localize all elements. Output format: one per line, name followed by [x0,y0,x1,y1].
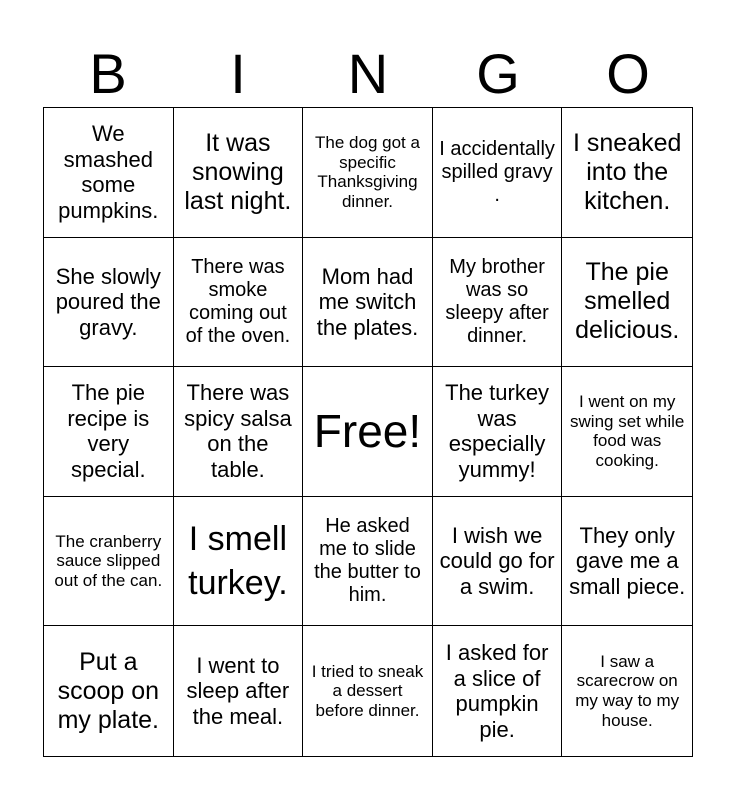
cell-text: Mom had me switch the plates. [316,263,419,340]
bingo-cell[interactable] [303,238,433,368]
cell-text: We smashed some pumpkins. [58,121,159,223]
header-letter-n: N [347,42,389,105]
bingo-cell[interactable] [303,108,433,238]
bingo-header [43,40,693,108]
bingo-cell[interactable] [44,108,174,238]
bingo-cell[interactable] [174,626,304,756]
cell-text: I sneaked into the kitchen. [572,128,682,215]
bingo-cell[interactable] [433,626,563,756]
cell-text: I went to sleep after the meal. [186,652,290,729]
cell-text: The turkey was especially yummy! [445,380,550,482]
cell-text: I saw a scarecrow on my way to my house. [575,651,680,730]
cell-text: There was spicy salsa on the table. [184,380,292,482]
cell-text: My brother was so sleepy after dinner. [445,255,549,348]
cell-text: The pie smelled delicious. [575,258,680,345]
free-space-cell[interactable] [303,367,433,497]
cell-text: She slowly poured the gravy. [55,263,161,340]
bingo-cell[interactable] [44,238,174,368]
cell-text: He asked me to slide the butter to him. [314,514,421,607]
bingo-cell[interactable] [562,497,692,627]
bingo-board [43,107,693,757]
bingo-cell[interactable] [433,367,563,497]
cell-text: There was smoke coming out of the oven. [185,255,291,348]
cell-text: I smell turkey. [188,519,288,603]
bingo-cell[interactable] [433,497,563,627]
bingo-cell[interactable] [174,238,304,368]
cell-text: I went on my swing set while food was cooking. [570,392,685,471]
bingo-cell[interactable] [174,497,304,627]
bingo-cell[interactable] [44,367,174,497]
cell-text: I wish we could go for a swim. [439,522,555,599]
bingo-cell[interactable] [562,238,692,368]
header-letter-g: G [476,42,520,105]
cell-text: The dog got a specific Thanksgiving dinner. [315,132,420,212]
header-letter-o: O [606,42,650,105]
bingo-cell[interactable] [433,238,563,368]
bingo-cell[interactable] [174,367,304,497]
bingo-cell[interactable] [303,626,433,756]
header-letter-i: I [230,42,246,105]
bingo-cell[interactable] [44,497,174,627]
cell-text: I tried to sneak a dessert before dinner. [311,661,424,721]
cell-text: I accidentally spilled gravy . [439,137,555,206]
cell-text: The pie recipe is very special. [67,380,150,482]
free-space-text: Free! [313,404,422,457]
bingo-cell[interactable] [562,367,692,497]
bingo-cell[interactable] [303,497,433,627]
bingo-cell[interactable] [562,108,692,238]
header-letter-b: B [89,42,127,105]
cell-text: It was snowing last night. [184,128,292,215]
bingo-cell[interactable] [562,626,692,756]
cell-text: The cranberry sauce slipped out of the can. [54,531,163,590]
bingo-cell[interactable] [174,108,304,238]
bingo-cell[interactable] [433,108,563,238]
cell-text: They only gave me a small piece. [569,522,686,599]
cell-text: I asked for a slice of pumpkin pie. [445,640,549,742]
cell-text: Put a scoop on my plate. [57,647,160,734]
bingo-cell[interactable] [44,626,174,756]
